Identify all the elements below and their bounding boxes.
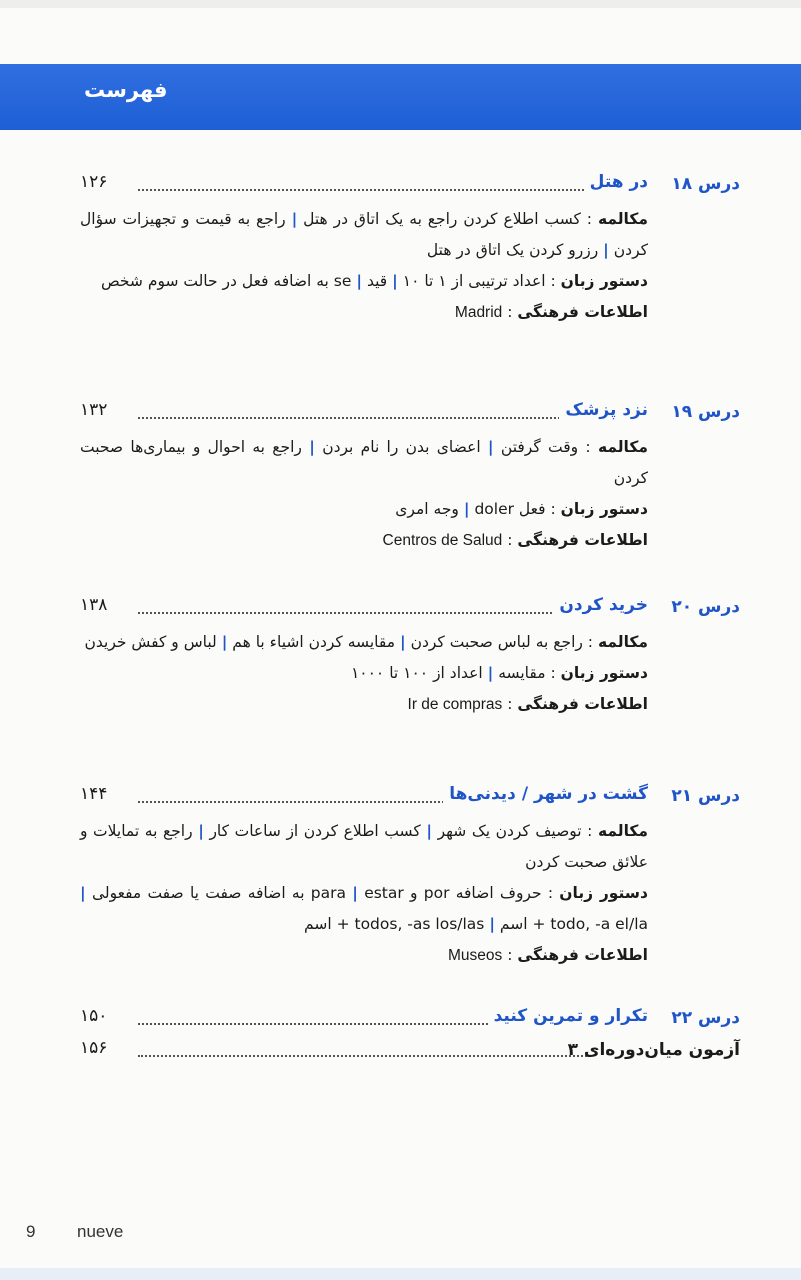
grammar-line: دستور زبان : حروف اضافه por و para | estar به اضافه صفت یا صفت مفعولی | todo, -a el/la + اسم | todos, -as los/las + اسم	[80, 884, 648, 933]
lesson-details	[80, 627, 648, 720]
lesson-title: تکرار و تمرین کنید	[488, 1006, 648, 1026]
midterm-exam-entry	[80, 1036, 740, 1070]
footer-page-number: 9	[26, 1222, 36, 1241]
culture-line: اطلاعات فرهنگی : Ir de compras	[407, 695, 648, 713]
lesson-title: گشت در شهر / دیدنی‌ها	[443, 784, 648, 804]
lesson-details	[80, 432, 648, 556]
dot-leader	[138, 1054, 590, 1057]
page-number: ۱۳۸	[80, 595, 108, 615]
page-bottom-edge	[0, 1268, 801, 1280]
page-number: ۱۵۶	[80, 1038, 108, 1058]
culture-line: اطلاعات فرهنگی : Centros de Salud	[382, 531, 648, 549]
page-number: ۱۴۴	[80, 784, 108, 804]
lesson-details	[80, 816, 648, 971]
lesson-number: درس ۲۰	[671, 597, 740, 617]
exam-title: آزمون میان‌دوره‌ای ۳	[567, 1040, 740, 1060]
contents-title: فهرست	[84, 78, 168, 102]
conversation-line: مکالمه : توصیف کردن یک شهر | کسب اطلاع کردن از ساعات کار | راجع به تمایلات و علائق صحبت کردن	[80, 822, 648, 871]
footer-page-word: nueve	[77, 1222, 124, 1241]
dot-leader	[138, 188, 648, 191]
grammar-line: دستور زبان : اعداد ترتیبی از ۱ تا ۱۰ | قید | se به اضافه فعل در حالت سوم شخص	[100, 272, 648, 290]
page-number: ۱۵۰	[80, 1006, 108, 1026]
lesson-20-entry	[80, 593, 740, 720]
lesson-19-entry	[80, 398, 740, 556]
lesson-18-entry	[80, 170, 740, 328]
conversation-line: مکالمه : راجع به لباس صحبت کردن | مقایسه کردن اشیاء با هم | لباس و کفش خریدن	[84, 633, 648, 651]
lesson-details	[80, 204, 648, 328]
conversation-line: مکالمه : کسب اطلاع کردن راجع به یک اتاق در هتل | راجع به قیمت و تجهیزات سؤال کردن | رزرو کردن یک اتاق در هتل	[80, 210, 648, 259]
lesson-21-entry	[80, 782, 740, 971]
page-top-edge	[0, 0, 801, 8]
lesson-title: خرید کردن	[553, 595, 648, 615]
culture-line: اطلاعات فرهنگی : Museos	[448, 946, 648, 964]
page-number: ۱۳۲	[80, 400, 108, 420]
lesson-number: درس ۲۱	[671, 786, 740, 806]
lesson-number: درس ۱۸	[671, 174, 740, 194]
lesson-number: درس ۲۲	[671, 1008, 740, 1028]
lesson-22-entry	[80, 1004, 740, 1038]
grammar-line: دستور زبان : مقایسه | اعداد از ۱۰۰ تا ۱۰۰۰	[350, 664, 648, 682]
lesson-title: در هتل	[584, 172, 648, 192]
lesson-number: درس ۱۹	[671, 402, 740, 422]
culture-line: اطلاعات فرهنگی : Madrid	[454, 303, 648, 321]
grammar-line: دستور زبان : فعل doler | وجه امری	[395, 500, 648, 518]
contents-header-band	[0, 64, 801, 130]
page-number: ۱۲۶	[80, 172, 108, 192]
lesson-title: نزد پزشک	[559, 400, 648, 420]
conversation-line: مکالمه : وقت گرفتن | اعضای بدن را نام بردن | راجع به احوال و بیماری‌ها صحبت کردن	[80, 438, 648, 487]
